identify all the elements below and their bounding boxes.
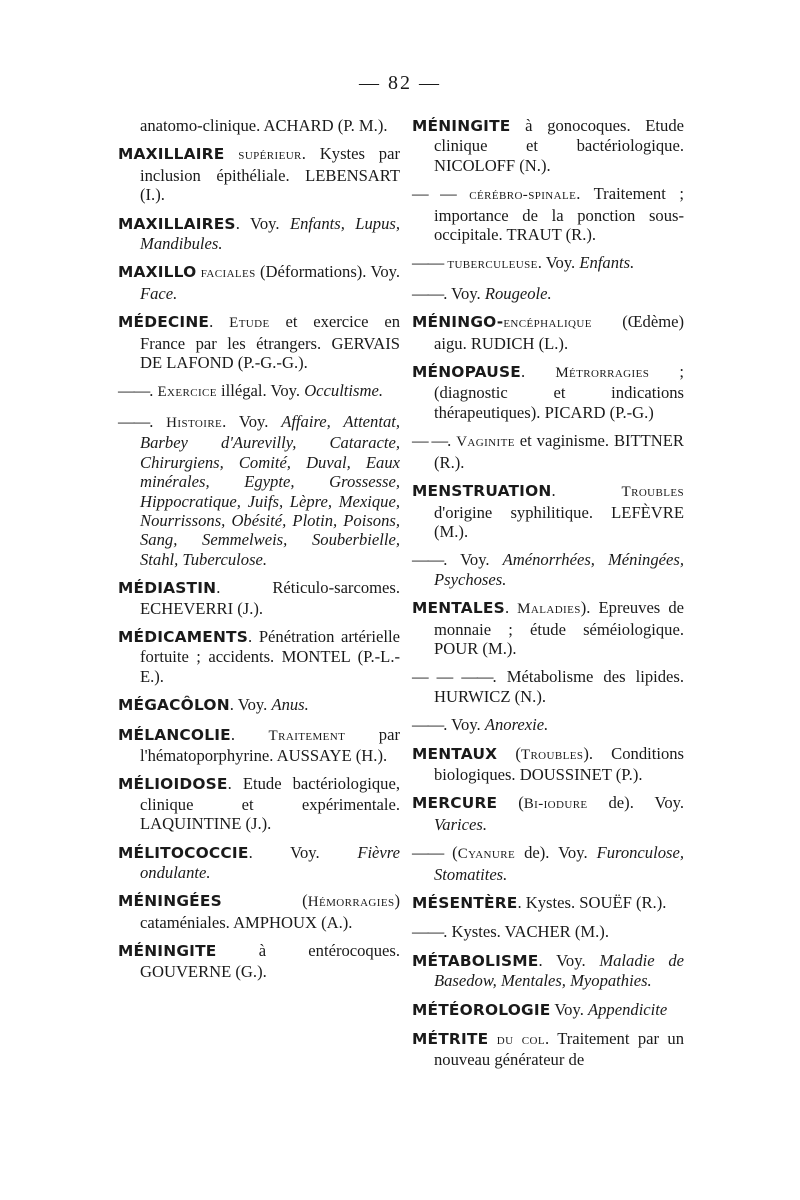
ditto-dash: — — xyxy=(412,184,456,204)
index-column-left xyxy=(118,116,400,990)
headword: MÉNOPAUSE xyxy=(412,363,521,382)
small-caps-term: cérébro-spinale xyxy=(469,187,577,204)
headword: MÉNINGITE xyxy=(118,942,217,961)
index-entry xyxy=(118,891,400,932)
entry-text: . xyxy=(209,312,230,332)
index-entry xyxy=(118,941,400,981)
index-entry xyxy=(412,1029,684,1070)
headword: MAXILLO xyxy=(118,263,197,282)
entry-text: . Voy. xyxy=(443,715,485,735)
index-entry xyxy=(118,214,400,254)
small-caps-term: faciales xyxy=(200,265,256,282)
index-entry xyxy=(412,598,684,658)
ditto-dash: —— xyxy=(412,550,444,570)
cross-reference: Appendicite xyxy=(588,999,668,1019)
headword: MENSTRUATION xyxy=(412,482,552,501)
entry-text: . Etude bactériologique, clinique et expérimentale. LAQUINTINE (J.). xyxy=(140,774,400,834)
entry-text: anatomo-clinique. ACHARD (P. M.). xyxy=(140,116,388,135)
small-caps-term: Bi-iodure xyxy=(523,796,588,813)
small-caps-term: Métrorragies xyxy=(555,365,650,382)
entry-text: . xyxy=(447,431,457,451)
index-entry xyxy=(118,695,400,715)
index-entry xyxy=(118,774,400,833)
index-entry xyxy=(412,793,684,834)
entry-text: . Voy. xyxy=(248,842,358,862)
entry-text: . xyxy=(504,598,518,618)
cross-reference: Varices. xyxy=(434,814,487,834)
small-caps-term: Troubles xyxy=(621,484,684,501)
headword: MÉNINGITE xyxy=(412,117,511,135)
headword: MAXILLAIRES xyxy=(118,214,236,233)
entry-text: ). Conditions biologiques. DOUSSINET (P.). xyxy=(434,743,684,784)
entry-text: . Voy. xyxy=(222,411,282,431)
entry-text: . Voy. xyxy=(235,213,290,233)
index-entry xyxy=(118,116,400,135)
headword: MÉLIOIDOSE xyxy=(118,775,228,794)
index-entry xyxy=(118,578,400,618)
headword: MÉLANCOLIE xyxy=(118,725,231,744)
entry-text: ( xyxy=(497,793,524,813)
small-caps-term: Vaginite xyxy=(456,434,515,451)
entry-text: à gonocoques. Etude clinique et bactériologique. NICOLOFF (N.). xyxy=(434,116,684,175)
cross-reference: Rougeole. xyxy=(484,283,552,303)
entry-text xyxy=(456,184,470,203)
cross-reference: Enfants. xyxy=(579,253,635,273)
cross-reference: Anus. xyxy=(271,695,309,715)
entry-text: . xyxy=(149,411,167,431)
index-entry xyxy=(118,381,400,402)
small-caps-term: Troubles xyxy=(520,746,584,763)
index-entry xyxy=(118,312,400,372)
index-entry xyxy=(118,843,400,883)
cross-reference: Affaire, Attentat, Barbey d'Aurevilly, Cataracte, Chirurgiens, Comité, Duval, Eaux minérales, Egypte, Grossesse, Hippocratique, Juifs, Lèpre, Mexique, Nourrissons, Obésité, Plotin, Poisons, Sang, Semmelweis, Souberbielle, Stahl, Tuberculose. xyxy=(140,411,401,569)
index-entry xyxy=(118,144,400,204)
entry-text: par l'hématoporphyrine. AUSSAYE (H.). xyxy=(140,724,400,765)
index-entry xyxy=(412,253,684,274)
ditto-dash: —— xyxy=(118,381,150,401)
index-entry xyxy=(412,843,684,884)
headword: MAXILLAIRE xyxy=(118,145,225,164)
entry-text: de). Voy. xyxy=(587,793,684,813)
headword: MÉGACÔLON xyxy=(118,696,230,715)
entry-text: . Voy. xyxy=(538,950,600,970)
entry-text: . xyxy=(521,362,556,382)
headword: MÉNINGO- xyxy=(412,313,504,332)
entry-text: . Pénétration artérielle fortuite ; accidents. MONTEL (P.-L.-E.). xyxy=(140,626,400,686)
entry-text: . Réticulo-sarcomes. ECHEVERRI (J.). xyxy=(140,578,400,618)
ditto-dash: —— xyxy=(412,283,444,303)
index-entry xyxy=(412,667,684,706)
entry-text: ; (diagnostic et indications thérapeutiques). PICARD (P.-G.) xyxy=(434,362,685,422)
index-entry xyxy=(412,481,684,541)
headword: MENTAUX xyxy=(412,744,498,763)
entry-text: ). Epreuves de monnaie ; étude séméiologique. POUR (M.). xyxy=(434,598,685,658)
index-entry xyxy=(118,262,400,303)
ditto-dash: —— xyxy=(412,922,444,942)
index-entry xyxy=(412,1000,684,1020)
index-entry xyxy=(412,431,684,472)
cross-reference: Enfants, Lupus, Mandibules. xyxy=(140,213,401,254)
headword: MÉTABOLISME xyxy=(412,951,539,970)
headword: MÉDECINE xyxy=(118,313,210,332)
cross-reference: Fièvre ondulante. xyxy=(140,842,400,882)
index-entry xyxy=(412,312,684,353)
small-caps-term: Traitement xyxy=(268,727,346,744)
entry-text: . Traitement ; importance de la ponction sous-occipitale. TRAUT (R.). xyxy=(434,184,684,245)
index-entry xyxy=(412,116,684,175)
index-entry xyxy=(412,550,684,589)
ditto-dash: — — xyxy=(412,431,448,451)
index-entry xyxy=(412,893,684,913)
index-column-right xyxy=(412,116,684,1079)
headword: MERCURE xyxy=(412,794,498,813)
small-caps-term: Maladies xyxy=(517,601,581,618)
headword: MÉLITOCOCCIE xyxy=(118,843,249,862)
headword: MÉNINGÉES xyxy=(118,892,222,911)
entry-text: Voy. xyxy=(550,999,588,1019)
entry-text: et exercice en France par les étrangers. GERVAIS DE LAFOND (P.-G.-G.). xyxy=(140,312,401,373)
small-caps-term: Hémorragies xyxy=(307,894,395,911)
entry-text: . Kystes par inclusion épithéliale. LEBENSART (I.). xyxy=(140,144,400,205)
cross-reference: Occultisme. xyxy=(304,381,383,401)
cross-reference: Maladie de Basedow, Mentales, Myopathies. xyxy=(434,950,684,991)
entry-text: . Voy. xyxy=(537,253,580,273)
index-entry xyxy=(412,362,684,422)
cross-reference: Furonculose, Stomatites. xyxy=(434,843,684,884)
index-entry xyxy=(118,725,400,766)
index-entry xyxy=(412,744,684,785)
entry-text: . xyxy=(551,481,622,501)
entry-text: ( xyxy=(443,843,458,863)
entry-text: . Kystes. VACHER (M.). xyxy=(443,922,609,942)
small-caps-term: Etude xyxy=(229,315,270,332)
entry-text: (Œdème) aigu. RUDICH (L.). xyxy=(434,312,684,353)
small-caps-term: du col xyxy=(496,1032,545,1049)
cross-reference: Aménorrhées, Méningées, Psychoses. xyxy=(434,550,684,589)
index-entry xyxy=(412,951,684,991)
entry-text: ) cataméniales. AMPHOUX (A.). xyxy=(140,891,400,932)
entry-text: . xyxy=(230,724,269,744)
entry-text: ( xyxy=(497,743,521,763)
index-entry xyxy=(412,715,684,734)
small-caps-term: supérieur xyxy=(238,147,302,164)
ditto-dash: —— xyxy=(412,843,444,863)
entry-text: . Kystes. SOUËF (R.). xyxy=(517,893,667,912)
headword: MÉDICAMENTS xyxy=(118,627,249,646)
small-caps-term: Histoire xyxy=(166,414,223,431)
index-entry xyxy=(412,184,684,244)
cross-reference: Anorexie. xyxy=(484,715,549,735)
headword: MÉTRITE xyxy=(412,1030,489,1049)
entry-text: . Voy. xyxy=(229,695,272,715)
entry-text xyxy=(488,1029,496,1048)
entry-text: . Voy. xyxy=(443,550,503,570)
page-number: — 82 — xyxy=(359,72,441,94)
entry-text: ( xyxy=(221,891,308,911)
entry-text: et vaginisme. BITTNER (R.). xyxy=(434,431,684,472)
entry-text: . Métabolisme des lipides. HURWICZ (N.). xyxy=(434,667,685,706)
ditto-dash: — — —— xyxy=(412,667,493,687)
headword: MÉTÉOROLOGIE xyxy=(412,1000,551,1019)
entry-text: de). Voy. xyxy=(515,843,597,863)
entry-text: à entérocoques. GOUVERNE (G.). xyxy=(140,941,400,981)
entry-text: illégal. Voy. xyxy=(216,381,305,401)
entry-text: (Déformations). Voy. xyxy=(255,262,400,282)
index-entry xyxy=(412,922,684,941)
headword: MÉSENTÈRE xyxy=(412,894,518,912)
cross-reference: Face. xyxy=(140,283,178,303)
entry-text: . Traitement par un nouveau générateur de xyxy=(434,1029,684,1070)
small-caps-term: tuberculeuse xyxy=(447,256,538,273)
small-caps-term: Cyanure xyxy=(457,846,516,863)
headword: MENTALES xyxy=(412,599,505,618)
entry-text: . Voy. xyxy=(443,283,485,303)
ditto-dash: —— xyxy=(118,411,150,431)
headword: MÉDIASTIN xyxy=(118,579,217,598)
index-entry xyxy=(118,627,400,686)
entry-text: . xyxy=(149,381,158,401)
small-caps-term: Exercice xyxy=(157,384,217,401)
entry-text: d'origine syphilitique. LEFÈVRE (M.). xyxy=(434,502,684,541)
index-entry xyxy=(412,284,684,303)
entry-text xyxy=(224,144,238,163)
small-caps-term: encéphalique xyxy=(503,315,592,332)
ditto-dash: —— xyxy=(412,253,444,273)
index-entry xyxy=(118,412,400,569)
ditto-dash: —— xyxy=(412,715,444,735)
